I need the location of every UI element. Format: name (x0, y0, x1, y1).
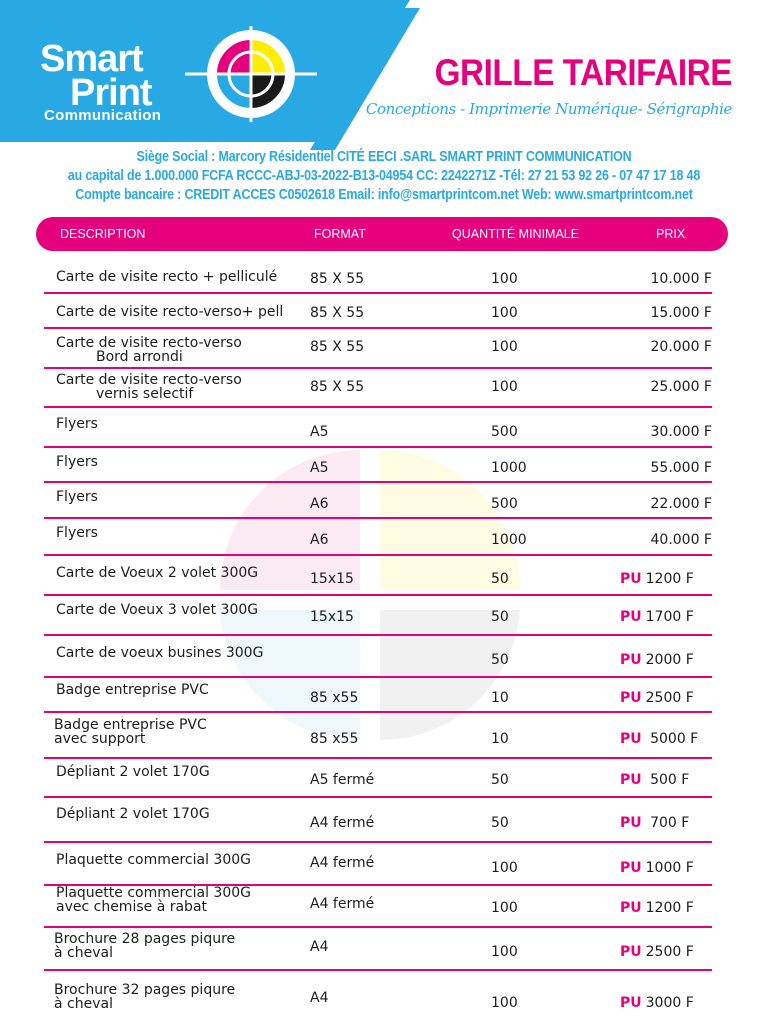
row-divider (44, 292, 712, 294)
row-price-unit-label: PU (620, 731, 642, 747)
row-description (54, 932, 235, 960)
row-price (620, 944, 694, 960)
row-description (56, 336, 242, 364)
row-description-line1: Plaquette commercial 300G (56, 852, 252, 868)
row-price (620, 690, 694, 706)
page-title: GRILLE TARIFAIRE (434, 52, 732, 93)
company-bank-contact: Compte bancaire : CREDIT ACCES C0502618 Email: info@smartprintcom.net Web: www.smartprintcom.net (75, 187, 693, 203)
row-quantity: 50 (491, 609, 509, 625)
row-price-value: 30.000 F (650, 424, 712, 440)
brand-name-line1: Smart (40, 38, 143, 80)
row-description (56, 853, 251, 867)
row-description (54, 718, 207, 746)
row-price-value: 2000 F (645, 652, 694, 668)
row-price (651, 271, 713, 287)
row-divider (44, 634, 712, 636)
row-description-line1: Badge entreprise PVC (54, 717, 207, 733)
row-price (651, 339, 713, 355)
row-divider (44, 406, 712, 408)
row-description-line1: Carte de Voeux 3 volet 300G (56, 602, 259, 618)
row-description (56, 807, 210, 821)
row-divider (44, 711, 712, 713)
row-divider (44, 554, 712, 556)
row-price (651, 532, 713, 548)
row-price-value: 25.000 F (650, 379, 712, 395)
row-price-unit-label: PU (620, 571, 642, 587)
row-description-line2: avec chemise à rabat (56, 899, 208, 915)
row-price-value: 2500 F (645, 944, 694, 960)
row-description-line1: Carte de Voeux 2 volet 300G (56, 565, 259, 581)
row-format: A4 fermé (310, 855, 375, 871)
row-price-unit-label: PU (620, 900, 642, 916)
row-price (620, 772, 689, 788)
row-divider (44, 481, 712, 483)
row-format: 85 x55 (310, 731, 359, 747)
row-price (620, 815, 689, 831)
row-price (620, 652, 694, 668)
row-format: A5 fermé (310, 772, 375, 788)
row-description-line1: Carte de visite recto-verso (56, 335, 242, 351)
row-price (651, 305, 713, 321)
row-description (56, 490, 98, 504)
row-price (620, 731, 698, 747)
row-quantity: 50 (491, 815, 509, 831)
row-description (56, 270, 277, 284)
row-price-value: 1700 F (645, 609, 694, 625)
row-divider (44, 757, 712, 759)
row-format: A4 (310, 990, 329, 1006)
row-divider (44, 517, 712, 519)
row-price (620, 860, 694, 876)
row-description-line1: Carte de visite recto-verso (56, 372, 242, 388)
row-format: 85 X 55 (310, 379, 365, 395)
row-description-line2: à cheval (54, 996, 113, 1012)
row-quantity: 1000 (491, 532, 527, 548)
column-header-format: FORMAT (314, 227, 366, 241)
row-description-line1: Dépliant 2 volet 170G (56, 764, 210, 780)
row-price-value: 700 F (645, 815, 690, 831)
row-description (54, 983, 235, 1011)
row-price (620, 995, 694, 1011)
row-description-line2: à cheval (54, 945, 113, 961)
row-quantity: 1000 (491, 460, 527, 476)
row-quantity: 100 (491, 860, 518, 876)
row-divider (44, 446, 712, 448)
row-quantity: 50 (491, 571, 509, 587)
row-divider (44, 796, 712, 798)
row-format: A4 fermé (310, 896, 375, 912)
row-quantity: 100 (491, 271, 518, 287)
row-quantity: 100 (491, 305, 518, 321)
row-price-value: 22.000 F (650, 496, 712, 512)
row-description (56, 566, 258, 580)
brand-tagline: Communication (44, 107, 162, 124)
row-format: 15x15 (310, 571, 354, 587)
row-price-value: 1200 F (645, 900, 694, 916)
row-quantity: 100 (491, 339, 518, 355)
row-description (56, 765, 210, 779)
row-description-line1: Brochure 32 pages piqure (54, 982, 236, 998)
brand-name-line2: Print (70, 72, 152, 114)
row-format: A4 fermé (310, 815, 375, 831)
row-price (620, 571, 694, 587)
row-price-value: 55.000 F (650, 460, 712, 476)
row-format: A5 (310, 424, 329, 440)
row-description-line1: Flyers (56, 525, 98, 541)
row-divider (44, 367, 712, 369)
row-format: A5 (310, 460, 329, 476)
row-price-value: 500 F (645, 772, 690, 788)
row-price-unit-label: PU (620, 860, 642, 876)
row-format: 85 X 55 (310, 339, 365, 355)
row-quantity: 100 (491, 379, 518, 395)
row-price-unit-label: PU (620, 609, 642, 625)
row-price (651, 379, 713, 395)
row-price-value: 3000 F (645, 995, 694, 1011)
row-description-line1: Badge entreprise PVC (56, 682, 209, 698)
row-description (56, 646, 263, 660)
row-format: 85 X 55 (310, 305, 365, 321)
row-description (56, 455, 98, 469)
row-price-value: 2500 F (645, 690, 694, 706)
row-format: A6 (310, 532, 329, 548)
row-quantity: 500 (491, 496, 518, 512)
row-quantity: 500 (491, 424, 518, 440)
row-description (56, 373, 242, 401)
row-description-line1: Carte de visite recto-verso+ pell (56, 304, 284, 320)
row-price-value: 1000 F (645, 860, 694, 876)
row-description (56, 683, 209, 697)
row-price-value: 10.000 F (650, 271, 712, 287)
row-description-line1: Brochure 28 pages piqure (54, 931, 236, 947)
row-description-line1: Flyers (56, 416, 98, 432)
row-price (620, 609, 694, 625)
row-divider (44, 841, 712, 843)
row-quantity: 10 (491, 731, 509, 747)
row-quantity: 100 (491, 900, 518, 916)
company-address: Siège Social : Marcory Résidentiel CITÉ EECI .SARL SMART PRINT COMMUNICATION (136, 149, 632, 165)
row-price (651, 496, 713, 512)
row-format: 85 X 55 (310, 271, 365, 287)
row-description-line1: Carte de voeux busines 300G (56, 645, 264, 661)
row-description-line2: avec support (54, 731, 146, 747)
row-price-value: 1200 F (645, 571, 694, 587)
row-description-line1: Flyers (56, 489, 98, 505)
row-description-line1: Plaquette commercial 300G (56, 885, 252, 901)
row-description-line2: Bord arrondi (96, 349, 183, 365)
row-divider (44, 676, 712, 678)
row-format: A4 (310, 939, 329, 955)
row-divider (44, 969, 712, 971)
row-description-line1: Flyers (56, 454, 98, 470)
row-description-line2: vernis selectif (96, 386, 194, 402)
row-price-value: 20.000 F (650, 339, 712, 355)
company-registration: au capital de 1.000.000 FCFA RCCC-ABJ-03-2022-B13-04954 CC: 2242271Z -Tél: 27 21 53 92 26 - 07 47 17 18 48 (67, 168, 701, 184)
page-subtitle: Conceptions - Imprimerie Numérique- Sérigraphie (365, 100, 732, 118)
row-price-unit-label: PU (620, 944, 642, 960)
row-divider (44, 594, 712, 596)
row-quantity: 50 (491, 652, 509, 668)
row-price-value: 40.000 F (650, 532, 712, 548)
row-divider (44, 327, 712, 329)
row-price-unit-label: PU (620, 690, 642, 706)
column-header-description: DESCRIPTION (60, 227, 146, 241)
row-divider (44, 926, 712, 928)
row-description (56, 886, 251, 914)
row-price-unit-label: PU (620, 995, 642, 1011)
row-price-unit-label: PU (620, 815, 642, 831)
row-price (651, 424, 713, 440)
row-format: 15x15 (310, 609, 354, 625)
row-price-unit-label: PU (620, 652, 642, 668)
column-header-quantity: QUANTITÉ MINIMALE (452, 227, 580, 241)
row-description-line1: Carte de visite recto + pelliculé (56, 269, 278, 285)
row-price (620, 900, 694, 916)
row-price-value: 15.000 F (650, 305, 712, 321)
row-quantity: 100 (491, 995, 518, 1011)
row-description-line1: Dépliant 2 volet 170G (56, 806, 210, 822)
row-description (56, 417, 98, 431)
row-price-unit-label: PU (620, 772, 642, 788)
row-description (56, 526, 98, 540)
row-format: A6 (310, 496, 329, 512)
column-header-price: PRIX (656, 227, 686, 241)
row-quantity: 100 (491, 944, 518, 960)
row-price-value: 5000 F (645, 731, 699, 747)
row-quantity: 10 (491, 690, 509, 706)
row-description (56, 305, 283, 319)
row-format: 85 x55 (310, 690, 359, 706)
row-description (56, 603, 258, 617)
row-quantity: 50 (491, 772, 509, 788)
row-price (651, 460, 713, 476)
